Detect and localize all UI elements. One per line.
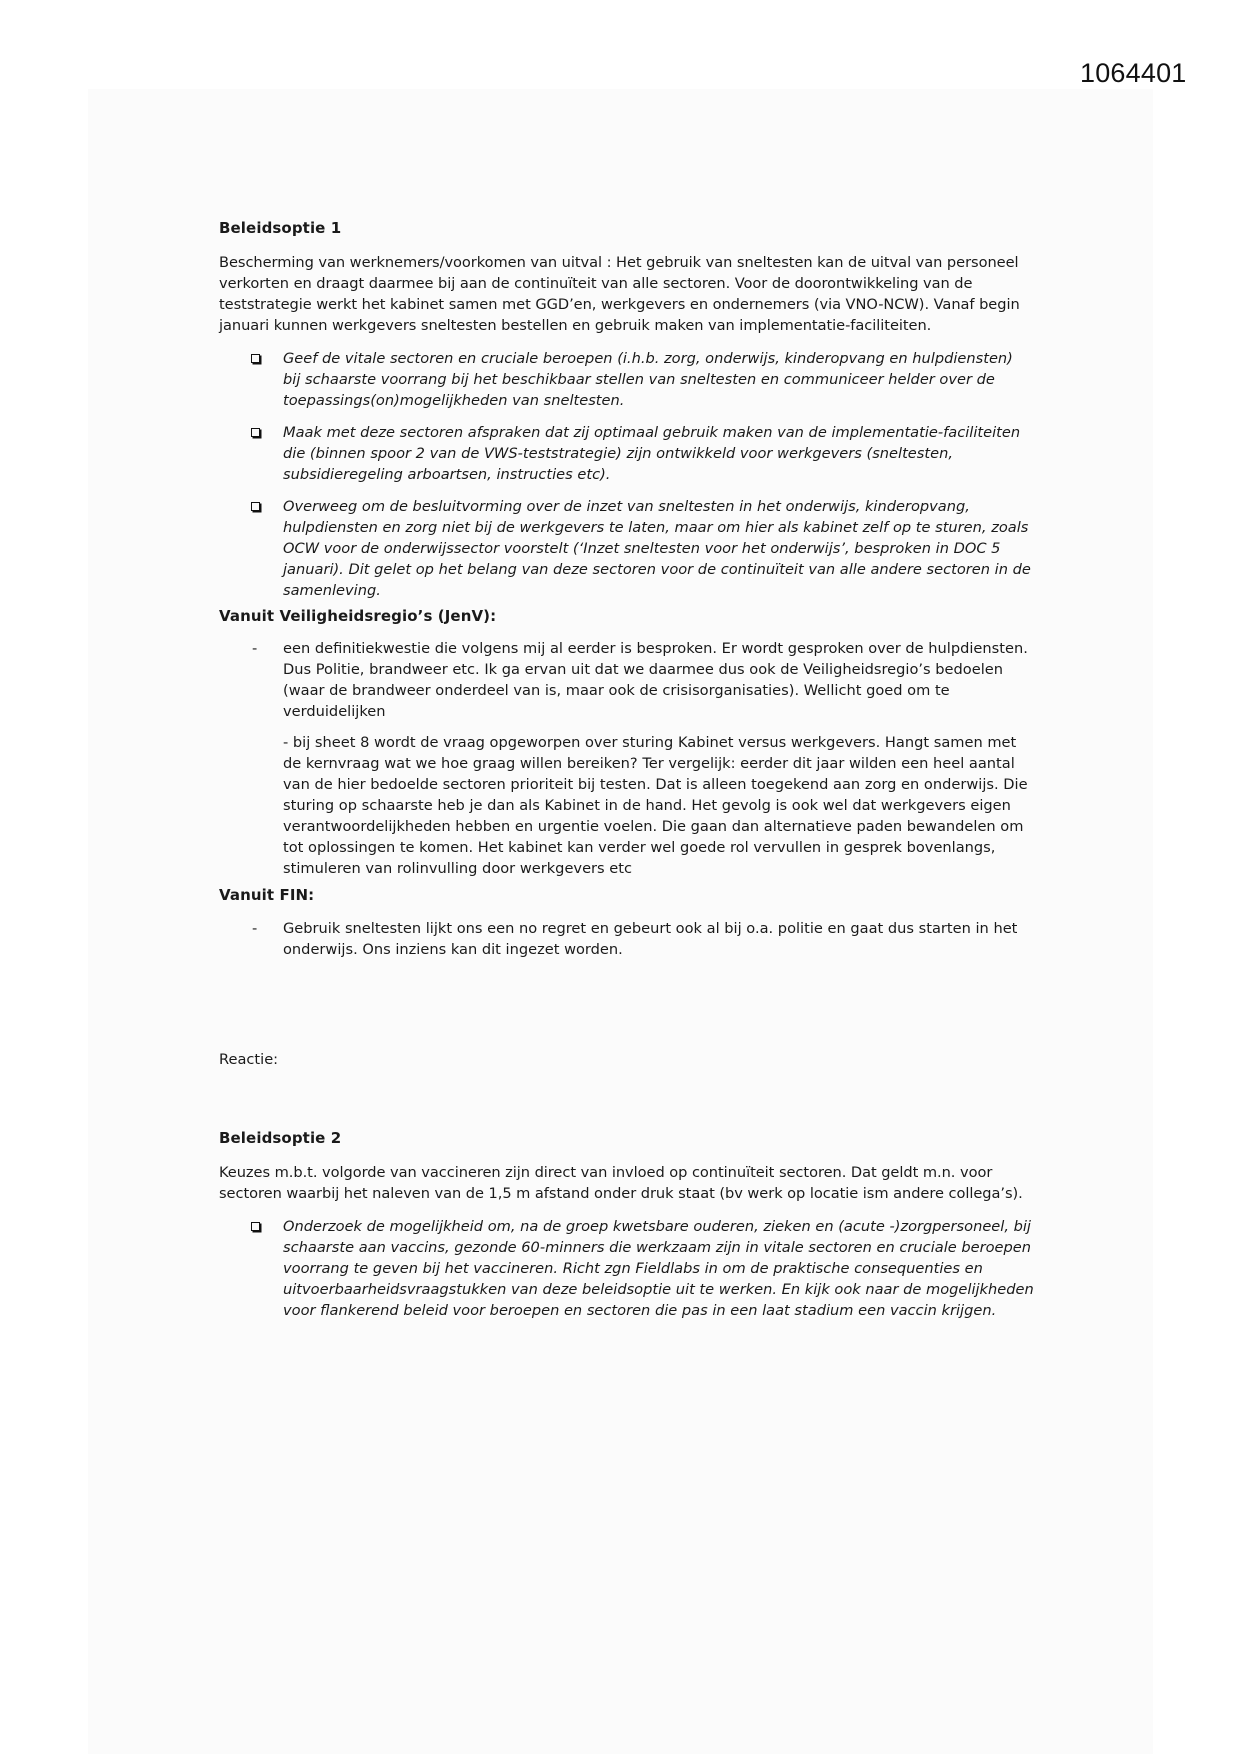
policy-option-text: Geef de vitale sectoren en cruciale beroepen (i.h.b. zorg, onderwijs, kinderopvang en hulpdiensten) bij schaarste voorrang bij het beschikbaar stellen van sneltesten en communiceer helder over de toepassings(on)mogelijkheden van sneltesten.: [283, 350, 1013, 409]
comment-list: [219, 638, 1034, 879]
document-id: 1064401: [1080, 58, 1187, 88]
section-heading: Vanuit Veiligheidsregio’s (JenV):: [219, 607, 497, 625]
document-body: [219, 218, 1034, 1332]
dash-bullet: -: [252, 640, 258, 657]
section-fin: [219, 885, 1034, 960]
section-heading: Beleidsoptie 1: [219, 219, 342, 237]
comment-item: [219, 638, 1034, 879]
comment-list: [219, 918, 1034, 960]
comment-text: Gebruik sneltesten lijkt ons een no regret en gebeurt ook al bij o.a. politie en gaat dus starten in het onderwijs. Ons inziens kan dit ingezet worden.: [283, 920, 1018, 958]
comment-text: een definitiekwestie die volgens mij al eerder is besproken. Er wordt gesproken over de hulpdiensten. Dus Politie, brandweer etc. Ik ga ervan uit dat we daarmee dus ook de Veiligheidsregio’s bedoelen (waar de brandweer onderdeel van is, maar ook de crisisorganisaties). Wellicht goed om te verduidelijken: [283, 640, 1028, 720]
checkbox-square-icon: [251, 428, 260, 437]
section-heading: Vanuit FIN:: [219, 886, 315, 904]
comment-item: [219, 918, 1034, 960]
policy-option: [219, 1216, 1034, 1321]
section-heading: Beleidsoptie 2: [219, 1129, 342, 1147]
checkbox-square-icon: [251, 1222, 260, 1231]
dash-bullet: -: [252, 920, 258, 937]
policy-option-text: Overweeg om de besluitvorming over de inzet van sneltesten in het onderwijs, kinderopvang, hulpdiensten en zorg niet bij de werkgevers te laten, maar om hier als kabinet zelf op te sturen, zoals OCW voor de onderwijssector voorstelt (‘Inzet sneltesten voor het onderwijs’, besproken in DOC 5 januari). Dit gelet op het belang van deze sectoren voor de continuïteit van alle andere sectoren in de samenleving.: [283, 498, 1031, 599]
section-veiligheidsregios: [219, 606, 1034, 879]
section-beleidsoptie-2: [219, 1128, 1034, 1321]
policy-options-list: [219, 348, 1034, 601]
section-intro: Keuzes m.b.t. volgorde van vaccineren zijn direct van invloed op continuïteit sectoren. Dat geldt m.n. voor sectoren waarbij het naleven van de 1,5 m afstand onder druk staat (bv werk op locatie ism andere collega’s).: [219, 1164, 1023, 1202]
checkbox-square-icon: [251, 354, 260, 363]
policy-option-text: Maak met deze sectoren afspraken dat zij optimaal gebruik maken van de implementatie-faciliteiten die (binnen spoor 2 van de VWS-teststrategie) zijn ontwikkeld voor werkgevers (sneltesten, subsidieregeling arboartsen, instructies etc).: [283, 424, 1021, 483]
comment-sub-paragraph: - bij sheet 8 wordt de vraag opgeworpen over sturing Kabinet versus werkgevers. Hangt samen met de kernvraag wat we hoe graag willen bereiken? Ter vergelijk: eerder dit jaar wilden een heel aantal van de hier bedoelde sectoren prioriteit bij testen. Dat is alleen toegekend aan zorg en onderwijs. Die sturing op schaarste heb je dan als Kabinet in de hand. Het gevolg is ook wel dat werkgevers eigen verantwoordelijkheden hebben en urgentie voelen. Die gaan dan alternatieve paden bewandelen om tot oplossingen te komen. Het kabinet kan verder wel goede rol vervullen in gesprek bovenlangs, stimuleren van rolinvulling door werkgevers etc: [283, 734, 1028, 877]
section-reactie: [219, 1049, 1034, 1070]
policy-option-text: Onderzoek de mogelijkheid om, na de groep kwetsbare ouderen, zieken en (acute -)zorgpersoneel, bij schaarste aan vaccins, gezonde 60-minners die werkzaam zijn in vitale sectoren en cruciale beroepen voorrang te geven bij het vaccineren. Richt zgn Fieldlabs in om de praktische consequenties en uitvoerbaarheidsvraagstukken van deze beleidsoptie uit te werken. En kijk ook naar de mogelijkheden voor flankerend beleid voor beroepen en sectoren die pas in een laat stadium een vaccin krijgen.: [283, 1218, 1034, 1319]
policy-options-list: [219, 1216, 1034, 1321]
reactie-label: Reactie:: [219, 1051, 279, 1068]
policy-option: [219, 348, 1034, 411]
policy-option: [219, 496, 1034, 601]
policy-option: [219, 422, 1034, 485]
section-beleidsoptie-1: [219, 218, 1034, 601]
checkbox-square-icon: [251, 502, 260, 511]
section-intro: Bescherming van werknemers/voorkomen van uitval : Het gebruik van sneltesten kan de uitval van personeel verkorten en draagt daarmee bij aan de continuïteit van alle sectoren. Voor de doorontwikkeling van de teststrategie werkt het kabinet samen met GGD’en, werkgevers en ondernemers (via VNO-NCW). Vanaf begin januari kunnen werkgevers sneltesten bestellen en gebruik maken van implementatie-faciliteiten.: [219, 254, 1020, 334]
